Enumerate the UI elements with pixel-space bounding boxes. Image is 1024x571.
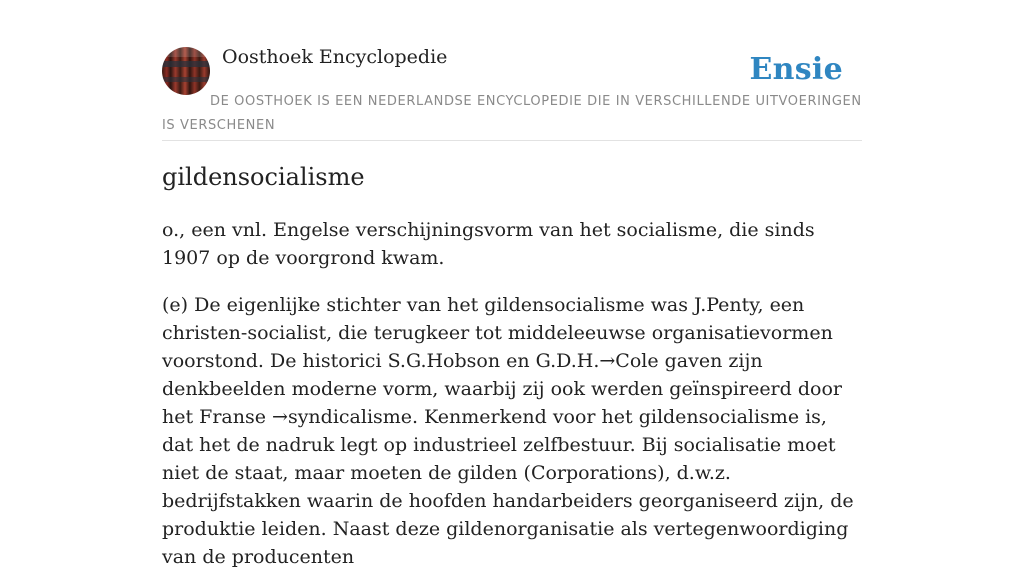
- avatar-shine: [162, 47, 210, 57]
- site-logo-avatar[interactable]: [162, 47, 210, 95]
- avatar-band: [162, 61, 210, 67]
- site-name-link[interactable]: Oosthoek Encyclopedie: [222, 46, 448, 68]
- article-title: gildensocialisme: [162, 163, 365, 191]
- article-paragraph: o., een vnl. Engelse verschijningsvorm van het socialisme, die sinds 1907 op de voorgrond kwam.: [162, 219, 815, 269]
- article-paragraph: (e) De eigenlijke stichter van het gildensocialisme was J.Penty, een christen-socialist, die terugkeer tot middeleeuwse organisatievormen voorstond. De historici S.G.Hobson en G.D.H.→Cole gaven zijn denkbeelden moderne vorm, waarbij zij ook werden geïnspireerd door het Franse →syndicalisme. Kenmerkend voor het gildensocialisme is, dat het de nadruk legt op industrieel zelfbestuur. Bij socialisatie moet niet de staat, maar moeten de gilden (Corporations), d.w.z. bedrijfstakken waarin de hoofden handarbeiders georganiseerd zijn, de produktie leiden. Naast deze gildenorganisatie als vertegenwoordiging van de producenten: [162, 294, 854, 568]
- ensie-brand-link[interactable]: Ensie: [749, 52, 843, 87]
- avatar-band: [162, 77, 210, 82]
- site-header: [162, 0, 862, 141]
- site-tagline: DE OOSTHOEK IS EEN NEDERLANDSE ENCYCLOPEDIE DIE IN VERSCHILLENDE UITVOERINGEN IS VERSCHENEN: [162, 94, 862, 133]
- page-content: [162, 0, 862, 568]
